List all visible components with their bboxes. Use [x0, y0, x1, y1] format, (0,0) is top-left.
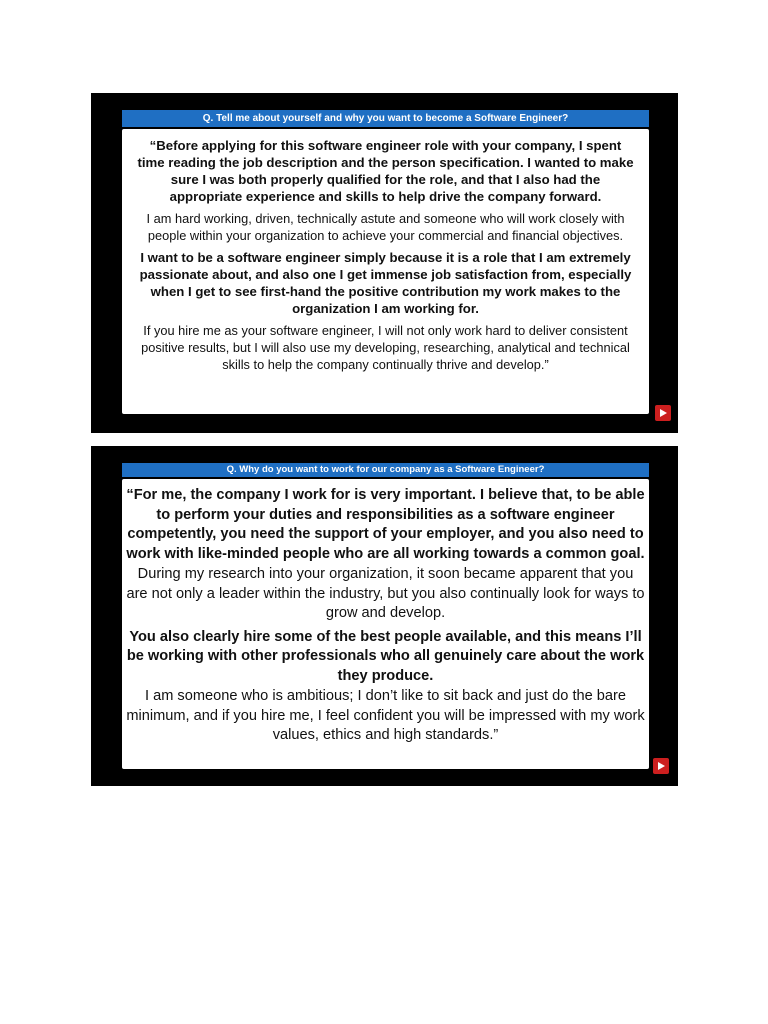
- answer-card: [122, 479, 649, 769]
- answer-paragraph: You also clearly hire some of the best people available, and this means I’ll be working with other professionals who all genuinely care about the work they produce.: [126, 628, 645, 684]
- play-icon[interactable]: [655, 405, 671, 421]
- slide-2: [91, 446, 678, 786]
- slide-1: [91, 93, 678, 433]
- answer-card: [122, 129, 649, 414]
- answer-paragraph: During my research into your organization, it soon became apparent that you are not only a leader within the industry, but you also continually look for ways to grow and develop.: [126, 566, 645, 621]
- answer-paragraph: “Before applying for this software engineer role with your company, I spent time reading the job description and the person specification. I wanted to make sure I was both properly qualified for the role, and that I also had the appropriate experience and skills to help drive the company forward.: [137, 138, 634, 204]
- question-header: Q. Why do you want to work for our company as a Software Engineer?: [122, 463, 649, 477]
- answer-paragraph: I want to be a software engineer simply because it is a role that I am extremely passionate about, and also one I get immense job satisfaction from, especially when I get to see first-hand the positive contribution my work makes to the organization I am working for.: [139, 250, 632, 316]
- answer-paragraph: I am hard working, driven, technically astute and someone who will work closely with people within your organization to achieve your commercial and financial objectives.: [146, 211, 625, 243]
- answer-paragraph: If you hire me as your software engineer, I will not only work hard to deliver consistent positive results, but I will also use my developing, researching, analytical and technical skills to help the company continually thrive and develop.”: [141, 323, 630, 372]
- question-header: Q. Tell me about yourself and why you want to become a Software Engineer?: [122, 110, 649, 127]
- play-icon[interactable]: [653, 758, 669, 774]
- answer-paragraph: I am someone who is ambitious; I don’t like to sit back and just do the bare minimum, and if you hire me, I feel confident you will be impressed with my work values, ethics and high standards.”: [126, 688, 645, 743]
- answer-paragraph: “For me, the company I work for is very important. I believe that, to be able to perform your duties and responsibilities as a software engineer competently, you need the support of your employer, and you also need to work with like-minded people who are all working towards a common goal.: [126, 487, 645, 562]
